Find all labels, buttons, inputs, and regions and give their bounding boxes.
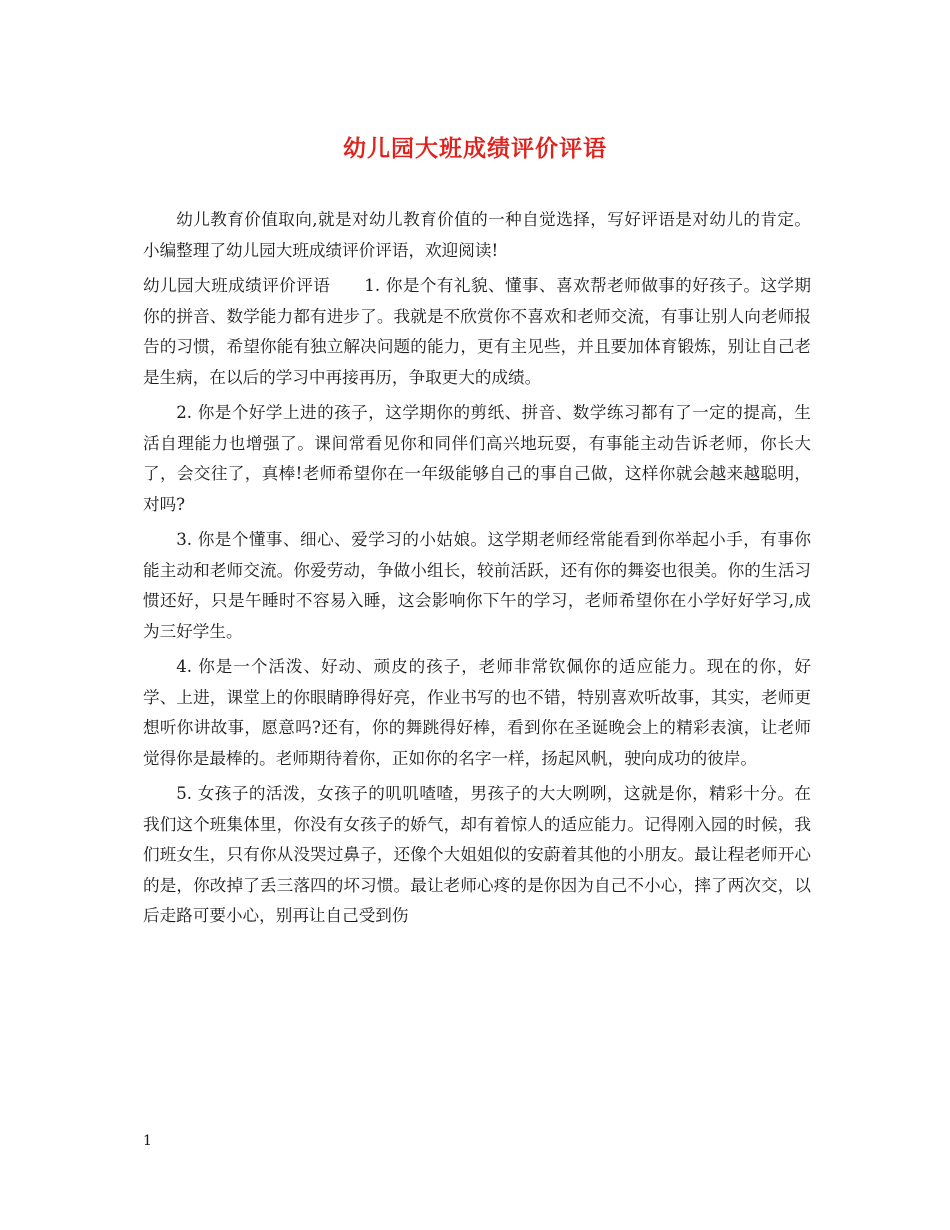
document-body	[143, 205, 811, 937]
intro-paragraph: 幼儿教育价值取向,就是对幼儿教育价值的一种自觉选择，写好评语是对幼儿的肯定。小编整理了幼儿园大班成绩评价评语，欢迎阅读!	[143, 210, 811, 260]
section-paragraph-1	[143, 271, 811, 393]
comment-3: 3. 你是个懂事、细心、爱学习的小姑娘。这学期老师经常能看到你举起小手，有事你能主动和老师交流。你爱劳动，争做小组长，较前活跃，还有你的舞姿也很美。你的生活习惯还好，只是午睡时不容易入睡，这会影响你下午的学习，老师希望你在小学好好学习,成为三好学生。	[143, 530, 811, 641]
comment-1: 1. 你是个有礼貌、懂事、喜欢帮老师做事的好孩子。这学期你的拼音、数学能力都有进步了。我就是不欣赏你不喜欢和老师交流，有事让别人向老师报告的习惯，希望你能有独立解决问题的能力，更有主见些，并且要加体育锻炼，别让自己老是生病，在以后的学习中再接再历，争取更大的成绩。	[143, 276, 812, 387]
comment-2: 2. 你是个好学上进的孩子，这学期你的剪纸、拼音、数学练习都有了一定的提高，生活自理能力也增强了。课间常看见你和同伴们高兴地玩耍，有事能主动告诉老师，你长大了，会交往了，真棒!老师希望你在一年级能够自己的事自己做，这样你就会越来越聪明，对吗?	[143, 403, 811, 514]
comment-4: 4. 你是一个活泼、好动、顽皮的孩子，老师非常钦佩你的适应能力。现在的你，好学、上进，课堂上的你眼睛睁得好亮，作业书写的也不错，特别喜欢听故事，其实，老师更想听你讲故事，愿意吗?还有，你的舞跳得好棒，看到你在圣诞晚会上的精彩表演，让老师觉得你是最棒的。老师期待着你，正如你的名字一样，扬起风帆，驶向成功的彼岸。	[143, 657, 811, 768]
document-title: 幼儿园大班成绩评价评语	[343, 135, 607, 162]
section-subheading: 幼儿园大班成绩评价评语	[143, 276, 331, 295]
comment-5: 5. 女孩子的活泼，女孩子的叽叽喳喳，男孩子的大大咧咧，这就是你，精彩十分。在我们这个班集体里，你没有女孩子的娇气，却有着惊人的适应能力。记得刚入园的时候，我们班女生，只有你从没哭过鼻子，还像个大姐姐似的安蔚着其他的小朋友。最让程老师开心的是，你改掉了丢三落四的坏习惯。最让老师心疼的是你因为自己不小心，摔了两次交，以后走路可要小心，别再让自己受到伤	[143, 784, 811, 925]
page-number: 1	[143, 1133, 152, 1149]
